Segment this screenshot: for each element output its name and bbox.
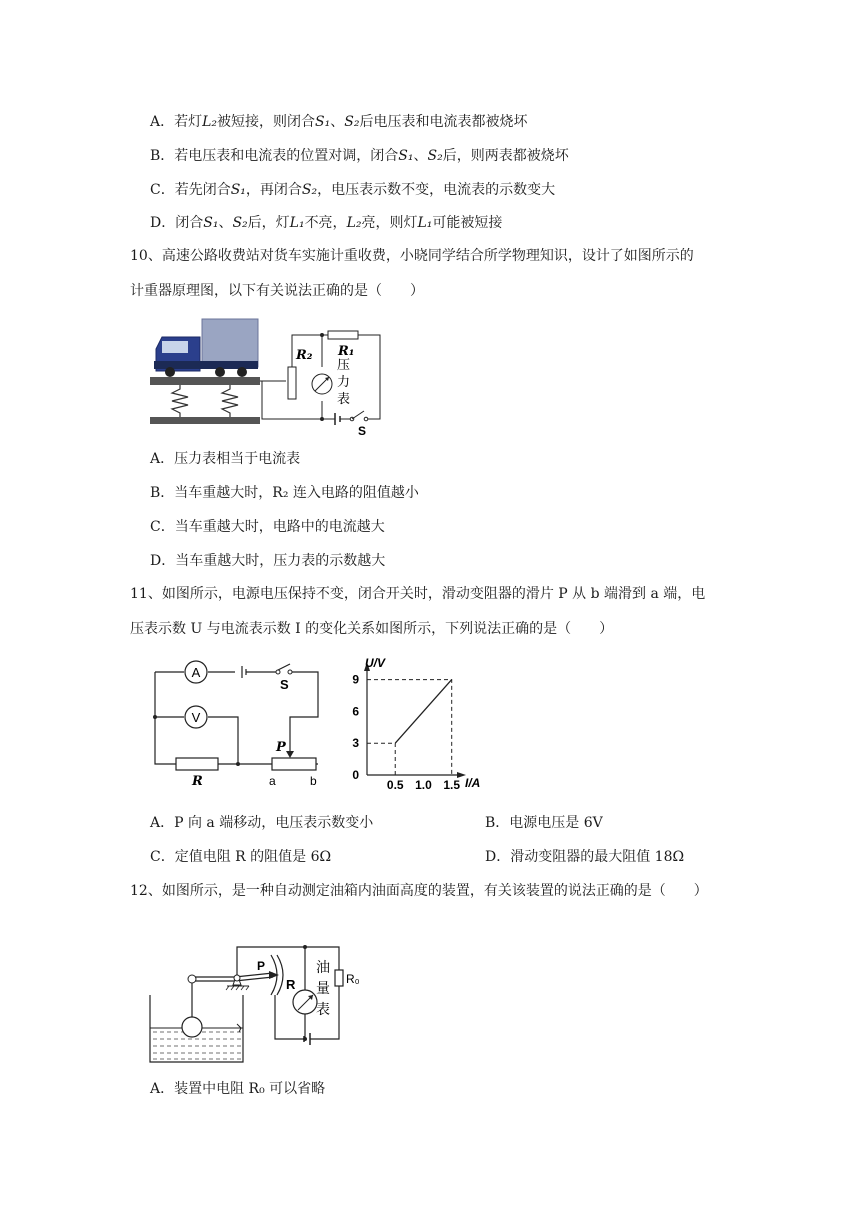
resistor-label: R <box>286 977 296 992</box>
q10-option-c[interactable]: C．当车重越大时，电路中的电流越大 <box>150 519 385 535</box>
slider-p <box>269 971 279 979</box>
q11-circuit <box>150 655 330 790</box>
meter-label-1: 油 <box>316 960 330 976</box>
y-tick-label: 9 <box>352 672 359 687</box>
q9-option-d[interactable]: D．闭合S₁、S₂后，灯L₁不亮，L₂亮，则灯L₁可能被短接 <box>150 215 503 231</box>
x-tick-label: 1.0 <box>415 778 432 792</box>
q12-option-a[interactable]: A．装置中电阻 R₀ 可以省略 <box>150 1081 326 1097</box>
r0-resistor <box>335 970 343 986</box>
q11-option-a[interactable]: A．P 向 a 端移动，电压表示数变小 <box>150 815 374 831</box>
scale-platform <box>150 377 260 385</box>
meter-label-2: 量 <box>316 981 330 997</box>
q11-option-c[interactable]: C．定值电阻 R 的阻值是 6Ω <box>150 849 332 865</box>
meter-label-3: 表 <box>316 1002 330 1018</box>
resistor-label: R <box>192 774 203 789</box>
r1-label: R₁ <box>338 344 355 359</box>
ammeter-label: A <box>191 665 201 680</box>
switch-label: S <box>358 424 367 438</box>
q11-ui-chart <box>345 655 485 795</box>
guide-line-0 <box>367 743 395 775</box>
q11-option-b[interactable]: B．电源电压是 6V <box>485 815 603 831</box>
q9-option-c[interactable]: C．若先闭合S₁，再闭合S₂，电压表示数不变，电流表的示数变大 <box>150 182 556 198</box>
slider-label: P <box>257 959 266 973</box>
spring-right <box>222 385 238 417</box>
switch <box>352 411 364 419</box>
meter-label-2: 力 <box>337 375 351 390</box>
x-tick-label: 1.5 <box>443 778 461 792</box>
r2-resistor <box>288 367 296 399</box>
q10-stem-line1: 10、高速公路收费站对货车实施计重收费，小晓同学结合所学物理知识，设计了如图所示的 <box>130 248 694 264</box>
q12-stem: 12、如图所示，是一种自动测定油箱内油面高度的装置，有关该装置的说法正确的是（ ） <box>130 883 708 899</box>
q11-stem-line1: 11、如图所示，电源电压保持不变，闭合开关时，滑动变阻器的滑片 P 从 b 端滑到 a 端，电 <box>130 586 706 602</box>
q9-option-b[interactable]: B．若电压表和电流表的位置对调，闭合S₁、S₂后，则两表都被烧坏 <box>150 148 569 164</box>
fixed-resistor <box>176 758 218 770</box>
float-ball <box>182 1017 202 1037</box>
end-a-label: a <box>269 774 276 788</box>
voltmeter-label: V <box>191 710 201 725</box>
y-tick-label: 6 <box>352 704 359 719</box>
r1-resistor <box>328 331 358 339</box>
q11-option-d[interactable]: D．滑动变阻器的最大阻值 18Ω <box>485 849 685 865</box>
q12-fuel-gauge-figure <box>145 940 375 1070</box>
fuel-meter <box>293 990 317 1014</box>
scale-base <box>150 417 260 424</box>
r2-label: R₂ <box>296 348 313 363</box>
y-tick-label: 3 <box>352 736 359 751</box>
meter-label-3: 表 <box>337 392 351 407</box>
data-line <box>395 680 451 744</box>
y-tick-label: 0 <box>352 768 359 782</box>
q10-weighing-figure <box>150 315 390 440</box>
x-tick-label: 0.5 <box>386 778 404 792</box>
end-b-label: b <box>310 774 317 788</box>
r0-label: R₀ <box>346 972 360 986</box>
rheostat <box>272 758 316 770</box>
x-axis-label: I/A <box>465 776 481 790</box>
q10-option-d[interactable]: D．当车重越大时，压力表的示数越大 <box>150 553 386 569</box>
slider-arrow <box>286 751 294 758</box>
q10-option-a[interactable]: A．压力表相当于电流表 <box>150 451 301 467</box>
meter-label-1: 压 <box>337 358 351 373</box>
slider-label: P <box>276 740 286 755</box>
spring-left <box>172 385 188 417</box>
q9-option-a[interactable]: A．若灯L₂被短接，则闭合S₁、S₂后电压表和电流表都被烧坏 <box>150 114 528 130</box>
q10-option-b[interactable]: B．当车重越大时，R₂ 连入电路的阻值越小 <box>150 485 419 501</box>
q10-stem-line2: 计重器原理图，以下有关说法正确的是（ ） <box>130 283 424 299</box>
truck-image <box>154 319 258 377</box>
switch-label: S <box>280 677 289 692</box>
switch <box>278 664 290 670</box>
q11-stem-line2: 压表示数 U 与电流表示数 I 的变化关系如图所示，下列说法正确的是（ ） <box>130 621 614 637</box>
battery <box>335 413 340 425</box>
y-axis-label: U/V <box>365 656 386 670</box>
